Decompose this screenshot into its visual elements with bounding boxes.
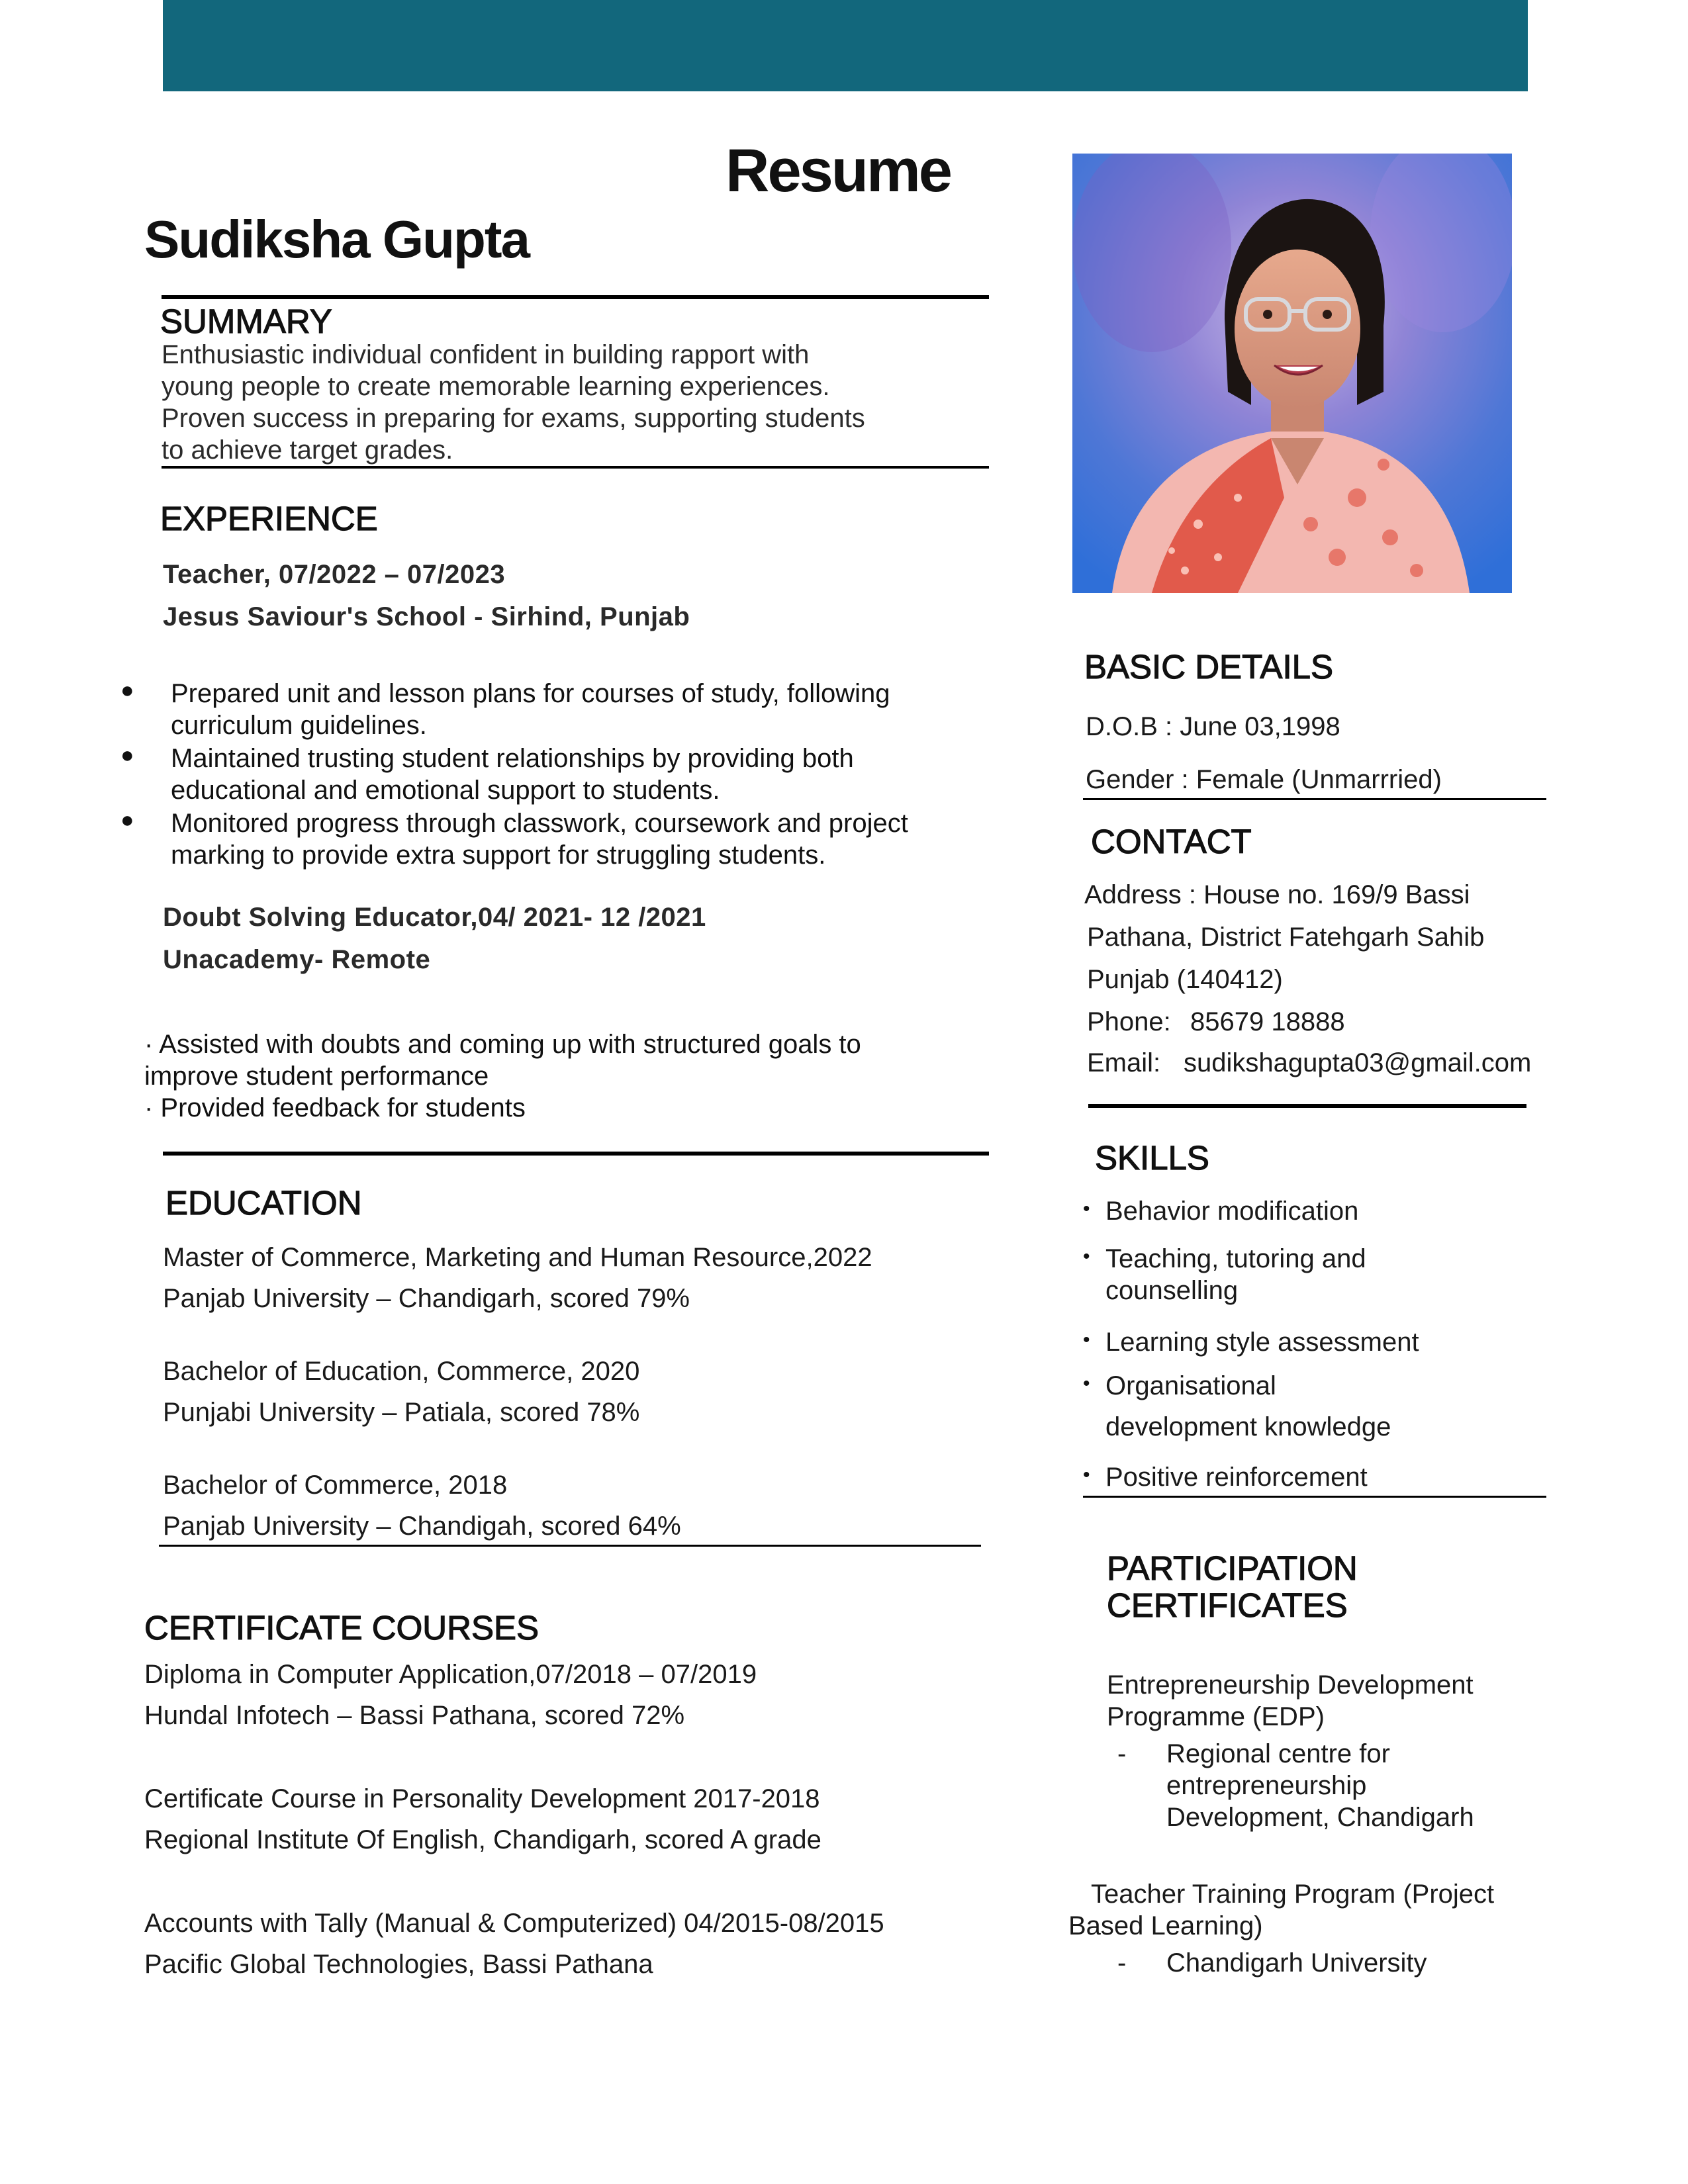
skills-heading: SKILLS	[1095, 1139, 1209, 1177]
summary-line: Proven success in preparing for exams, supporting students	[162, 404, 865, 433]
email-label: Email:	[1087, 1048, 1161, 1077]
education-bottom-rule	[159, 1545, 981, 1547]
certificates-heading: CERTIFICATE COURSES	[144, 1609, 539, 1647]
phone-number: 85679 18888	[1190, 1007, 1345, 1036]
summary-top-rule	[162, 295, 989, 299]
contact-bottom-rule	[1088, 1104, 1526, 1108]
summary-bottom-rule	[162, 466, 989, 469]
basic-details-heading: BASIC DETAILS	[1084, 648, 1334, 686]
skill-bullet: •	[1083, 1373, 1090, 1394]
participation-detail: Development, Chandigarh	[1166, 1803, 1474, 1832]
skill-item: counselling	[1105, 1276, 1239, 1305]
experience-heading: EXPERIENCE	[160, 500, 378, 537]
address-line: Punjab (140412)	[1087, 965, 1283, 994]
job-line: · Provided feedback for students	[144, 1093, 526, 1122]
skill-item: Behavior modification	[1105, 1197, 1359, 1226]
top-banner	[163, 0, 1528, 91]
summary-heading: SUMMARY	[160, 302, 332, 340]
bullet-line: Monitored progress through classwork, coursework and project	[171, 809, 908, 838]
address-line: Pathana, District Fatehgarh Sahib	[1087, 923, 1485, 952]
gender-text: Gender : Female (Unmarrried)	[1086, 765, 1442, 794]
summary-line: to achieve target grades.	[162, 435, 453, 465]
bullet-dot: ●	[120, 807, 134, 833]
participation-dash: -	[1117, 1948, 1127, 1978]
education-school: Punjabi University – Patiala, scored 78%	[163, 1398, 640, 1427]
participation-title: Teacher Training Program (Project	[1091, 1880, 1495, 1909]
bullet-dot: ●	[120, 678, 134, 703]
skill-bullet: •	[1083, 1464, 1090, 1486]
education-degree: Master of Commerce, Marketing and Human Resource,2022	[163, 1243, 872, 1272]
participation-heading: PARTICIPATION	[1107, 1549, 1358, 1587]
certificate-course: Certificate Course in Personality Development 2017-2018	[144, 1784, 820, 1813]
participation-title: Programme (EDP)	[1107, 1702, 1325, 1731]
skill-bullet: •	[1083, 1246, 1090, 1267]
bullet-line: Prepared unit and lesson plans for courses of study, following	[171, 679, 890, 708]
certificate-institute: Pacific Global Technologies, Bassi Pathana	[144, 1950, 653, 1979]
education-heading: EDUCATION	[165, 1184, 362, 1222]
bullet-dot: ●	[120, 743, 134, 768]
skill-item: Learning style assessment	[1105, 1328, 1419, 1357]
participation-title: Based Learning)	[1068, 1911, 1263, 1940]
education-school: Panjab University – Chandigarh, scored 79%	[163, 1284, 690, 1313]
profile-photo	[1072, 154, 1512, 593]
phone-label: Phone:	[1087, 1007, 1171, 1036]
participation-detail: entrepreneurship	[1166, 1771, 1367, 1800]
skills-bottom-rule	[1083, 1496, 1546, 1498]
bullet-line: educational and emotional support to students.	[171, 776, 720, 805]
education-degree: Bachelor of Commerce, 2018	[163, 1471, 508, 1500]
skill-item: development knowledge	[1105, 1412, 1391, 1441]
certificate-institute: Regional Institute Of English, Chandigarh, scored A grade	[144, 1825, 821, 1854]
job-organization: Unacademy- Remote	[163, 945, 431, 974]
contact-heading: CONTACT	[1091, 823, 1252, 860]
bullet-line: Maintained trusting student relationships by providing both	[171, 744, 854, 773]
summary-line: young people to create memorable learning experiences.	[162, 372, 830, 401]
certificate-course: Diploma in Computer Application,07/2018 – 07/2019	[144, 1660, 757, 1689]
job-line: improve student performance	[144, 1062, 489, 1091]
basic-details-rule	[1083, 798, 1546, 800]
email-address[interactable]: sudikshagupta03@gmail.com	[1184, 1048, 1532, 1077]
participation-title: Entrepreneurship Development	[1107, 1670, 1474, 1700]
participation-detail: Chandigarh University	[1166, 1948, 1427, 1978]
job-line: · Assisted with doubts and coming up with structured goals to	[144, 1030, 861, 1059]
job-title: Teacher, 07/2022 – 07/2023	[163, 560, 506, 589]
certificate-institute: Hundal Infotech – Bassi Pathana, scored 72%	[144, 1701, 685, 1730]
participation-dash: -	[1117, 1739, 1127, 1768]
address-line: Address : House no. 169/9 Bassi	[1084, 880, 1470, 909]
summary-line: Enthusiastic individual confident in building rapport with	[162, 340, 810, 369]
skill-bullet: •	[1083, 1329, 1090, 1351]
experience-bottom-rule	[163, 1152, 989, 1156]
bullet-line: curriculum guidelines.	[171, 711, 427, 740]
participation-heading: CERTIFICATES	[1107, 1586, 1348, 1624]
bullet-line: marking to provide extra support for struggling students.	[171, 841, 826, 870]
job-title: Doubt Solving Educator,04/ 2021- 12 /2021	[163, 903, 706, 932]
skill-item: Organisational	[1105, 1371, 1276, 1400]
education-degree: Bachelor of Education, Commerce, 2020	[163, 1357, 640, 1386]
document-title: Resume	[726, 137, 951, 205]
education-school: Panjab University – Chandigah, scored 64%	[163, 1512, 681, 1541]
participation-detail: Regional centre for	[1166, 1739, 1390, 1768]
dob-text: D.O.B : June 03,1998	[1086, 712, 1340, 741]
job-organization: Jesus Saviour's School - Sirhind, Punjab	[163, 602, 690, 631]
skill-item: Positive reinforcement	[1105, 1463, 1368, 1492]
skill-bullet: •	[1083, 1198, 1090, 1220]
candidate-name: Sudiksha Gupta	[144, 210, 529, 269]
skill-item: Teaching, tutoring and	[1105, 1244, 1366, 1273]
certificate-course: Accounts with Tally (Manual & Computerized) 04/2015-08/2015	[144, 1909, 884, 1938]
